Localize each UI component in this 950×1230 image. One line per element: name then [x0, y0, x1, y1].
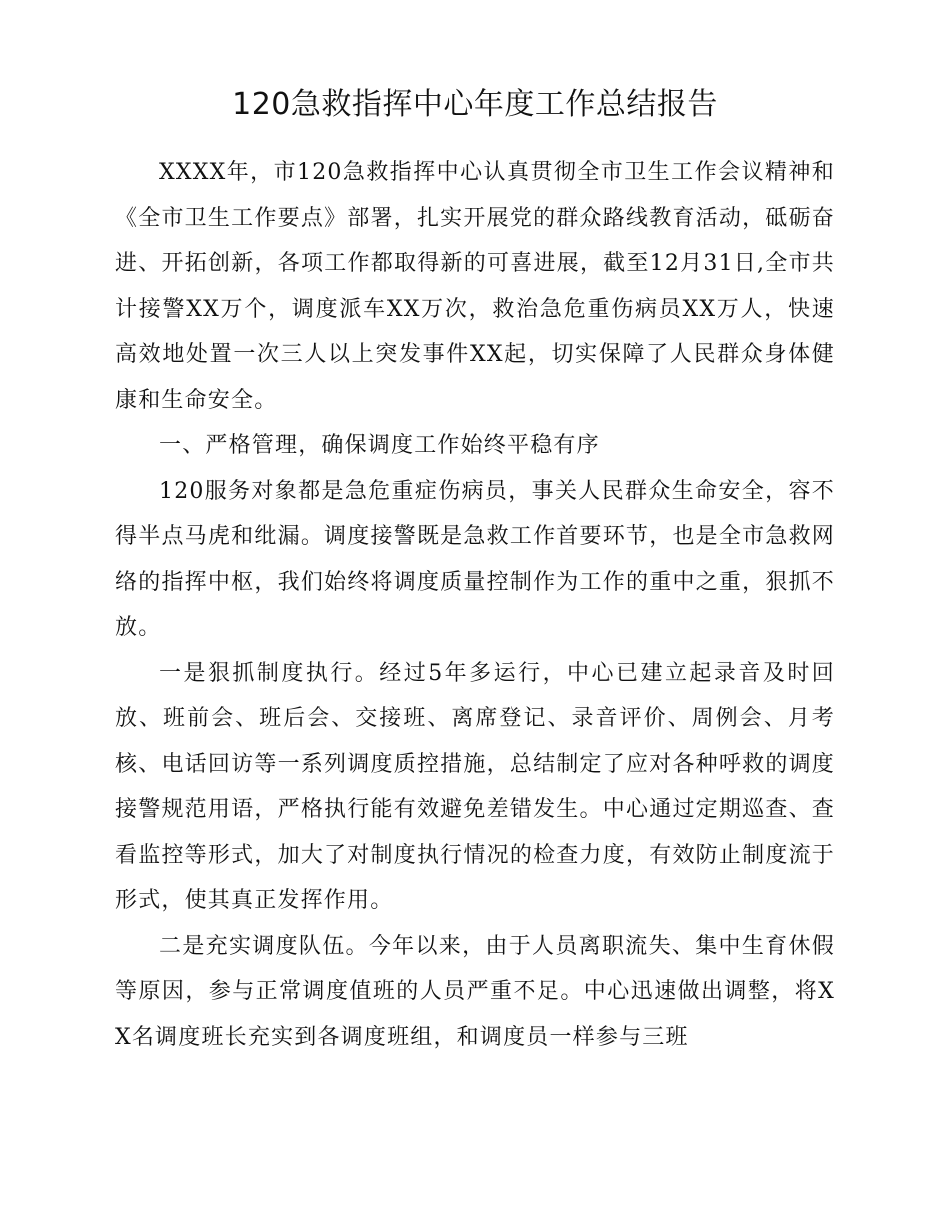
- document-body: [115, 150, 835, 1060]
- section-heading: 一、严格管理，确保调度工作始终平稳有序: [159, 433, 600, 458]
- body-paragraph: 二是充实调度队伍。今年以来，由于人员离职流失、集中生育休假等原因，参与正常调度值班的人员严重不足。中心迅速做出调整，将XX名调度班长充实到各调度班组，和调度员一样参与三班: [115, 933, 835, 1050]
- document-title: 120急救指挥中心年度工作总结报告: [232, 87, 718, 122]
- body-paragraph: 一是狠抓制度执行。经过5年多运行，中心已建立起录音及时回放、班前会、班后会、交接班、离席登记、录音评价、周例会、月考核、电话回访等一系列调度质控措施，总结制定了应对各种呼救的调度接警规范用语，严格执行能有效避免差错发生。中心通过定期巡查、查看监控等形式，加大了对制度执行情况的检查力度，有效防止制度流于形式，使其真正发挥作用。: [115, 660, 835, 913]
- intro-paragraph: XXXX年，市120急救指挥中心认真贯彻全市卫生工作会议精神和《全市卫生工作要点》部署，扎实开展党的群众路线教育活动，砥砺奋进、开拓创新，各项工作都取得新的可喜进展，截至12月31日,全市共计接警XX万个，调度派车XX万次，救治急危重伤病员XX万人，快速高效地处置一次三人以上突发事件XX起，切实保障了人民群众身体健康和生命安全。: [115, 160, 835, 413]
- body-paragraph: 120服务对象都是急危重症伤病员，事关人民群众生命安全，容不得半点马虎和纰漏。调度接警既是急救工作首要环节，也是全市急救网络的指挥中枢，我们始终将调度质量控制作为工作的重中之重，狠抓不放。: [115, 478, 835, 640]
